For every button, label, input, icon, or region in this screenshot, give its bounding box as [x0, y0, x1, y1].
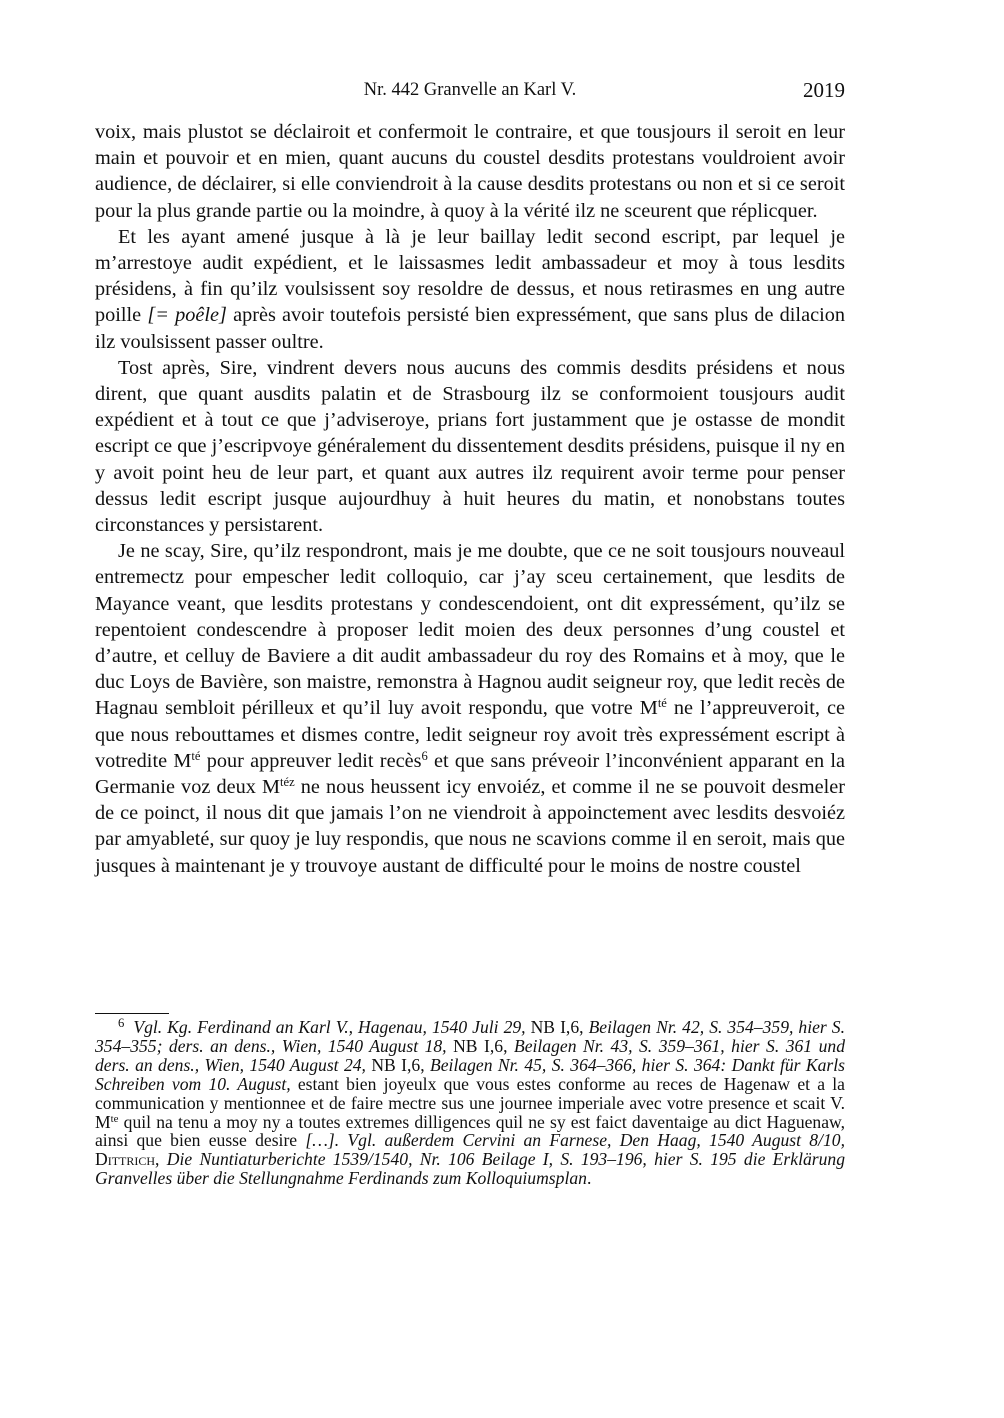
italic-span: Beilagen Nr. 45, S. 364–366, hier S. 364: Dankt für Karls Schreiben vom 10. August,: [95, 1054, 845, 1094]
italic-span: [= poêle]: [147, 304, 227, 327]
text-run: Tost après, Sire, vindrent devers nous aucuns des commis desdits présidens et nous dirent, que quant ausdits palatin et de Strasbourg ilz se conformoient tousjours audit expédient et à tout ce que j’adviseroye, prians fort justamment que je ostasse de mondit escript ce que j’escripvoye généralement du dissentement desdits présidens, puisque il ny en y avoit point heu de leur part, et quant aux autres ilz requirent avoir terme pour penser dessus ledit escript jusque aujourdhuy à huit heures du matin, et nonobstans toutes circonstances y persistarent.: [95, 356, 845, 537]
text-run: Et les ayant amené jusque à là je leur baillay ledit second escript, par lequel je m’arrestoye audit expédient, et le laissasmes ledit ambassadeur et moy à tous lesdits présidens, à fin qu’ilz voulsissent soy resoldre de dessus, et nous retirasmes en ung autre poille: [95, 225, 845, 327]
text-run: ne nous heussent icy envoiéz, et comme il ne se pouvoit desmeler de ce poinct, il nous dit que jamais l’on ne viendroit à appoinctement avec lesdits desvoiéz par amyableté, sur quoy je luy respondis, que nous ne scavions comme il en seroit, mais que jusques à maintenant je y trouvoye austant de difficulté pour le moins de nostre coustel: [95, 776, 845, 877]
text-run: Je ne scay, Sire, qu’ilz respondront, mais je me doubte, que ce ne soit tousjours nouveaul entremectz pour empescher ledit colloquio, car j’ay sceu certainement, que lesdits de Mayance veant, que lesdits protestans y condescendoient, ont dit expressément, qu’ilz se repentoient condescendre à proposer ledit moien des deux personnes d’ung coustel et d’autre, et celluy de Baviere a dit audit ambassadeur du roy des Romains et à moy, que le duc Loys de Bavière, son maistre, remonstra à Hagnou audit seigneur roy, que ledit recès de Hagnau sembloit périlleux et qu’il luy avoit respondu, que votre M: [95, 540, 845, 720]
italic-span: Beilagen Nr. 43, S. 359–361, hier S. 361 und ders. an dens., Wien, 1540 August 24,: [95, 1035, 845, 1075]
page-number: 2019: [803, 78, 845, 102]
footnote-number: 6: [118, 1016, 125, 1031]
paragraph: [95, 538, 845, 879]
text-run: .: [586, 1168, 592, 1189]
footnote-reference[interactable]: 6: [421, 748, 428, 763]
superscript: té: [191, 748, 201, 763]
text-run: voix, mais plustot se déclairoit et confermoit le contraire, et que tousjours il seroit en leur main et pouvoir et en mien, quant aucuns du coustel desdits protestans vouldroient avoir audience, de déclairer, si elle conviendroit à la cause desdits protestans ou non et si ce seroit pour la plus grande partie ou la moindre, à quoy à la vérité ilz ne sceurent que réplicquer.: [95, 121, 845, 222]
text-run: NB I,6,: [525, 1017, 589, 1037]
superscript: té: [657, 696, 667, 711]
italic-span: […]. Vgl. außerdem Cervini an Farnese, Den Haag, 1540 August 8/10,: [305, 1130, 845, 1151]
italic-span: Beilagen Nr. 42, S. 354–359, hier S. 354–355; ders. an dens., Wien, 1540 August 18,: [95, 1017, 845, 1056]
paragraph: [95, 224, 845, 355]
text-run: NB I,6,: [365, 1054, 430, 1075]
text-run: après avoir toutefois persisté bien expressément, que sans plus de dilacion ilz voulsissent passer oultre.: [95, 304, 845, 353]
author-name: Dittrich: [95, 1149, 156, 1170]
superscript: te: [110, 1112, 119, 1125]
footnote-separator: [95, 1013, 169, 1014]
text-run: quil na tenu a moy ny a toutes extremes dilligences quil ne sy est faict daventaige au dict Haguenaw, ainsi que bien eusse desire: [95, 1111, 845, 1151]
italic-span: Die Nuntiaturberichte 1539/1540, Nr. 106 Beilage I, S. 193–196, hier S. 195 die Erklärung Granvelles über die Stellungnahme Ferdinands zum Kolloquiumsplan: [95, 1149, 846, 1189]
text-run: pour appreuver ledit recès: [200, 749, 422, 772]
paragraph: [95, 119, 845, 224]
superscript: téz: [280, 775, 295, 790]
paragraph: [95, 355, 845, 538]
text-run: NB I,6,: [446, 1035, 514, 1056]
footnotes-section: [95, 1018, 845, 1188]
text-run: et que sans préveoir l’inconvénient apparant en la Germanie voz deux M: [95, 749, 846, 799]
running-header: [95, 80, 845, 106]
text-run: estant bien joyeulx que vous estes conforme au reces de Hagenaw et a la communication y mentionnee et de faire mectre sus une journee imperiale avec votre presence et scait V. M: [95, 1073, 845, 1132]
running-title: Nr. 442 Granvelle an Karl V.: [363, 80, 577, 100]
text-run: ,: [155, 1149, 167, 1170]
italic-span: Vgl. Kg. Ferdinand an Karl V., Hagenau, 1540 Juli 29,: [133, 1017, 526, 1037]
main-text: [95, 119, 845, 879]
text-run: ne l’appreuveroit, ce que nous rebouttames et dismes contre, ledit seigneur roy avoit très expressément escript à votredite M: [95, 697, 845, 772]
footnote: [95, 1018, 845, 1188]
